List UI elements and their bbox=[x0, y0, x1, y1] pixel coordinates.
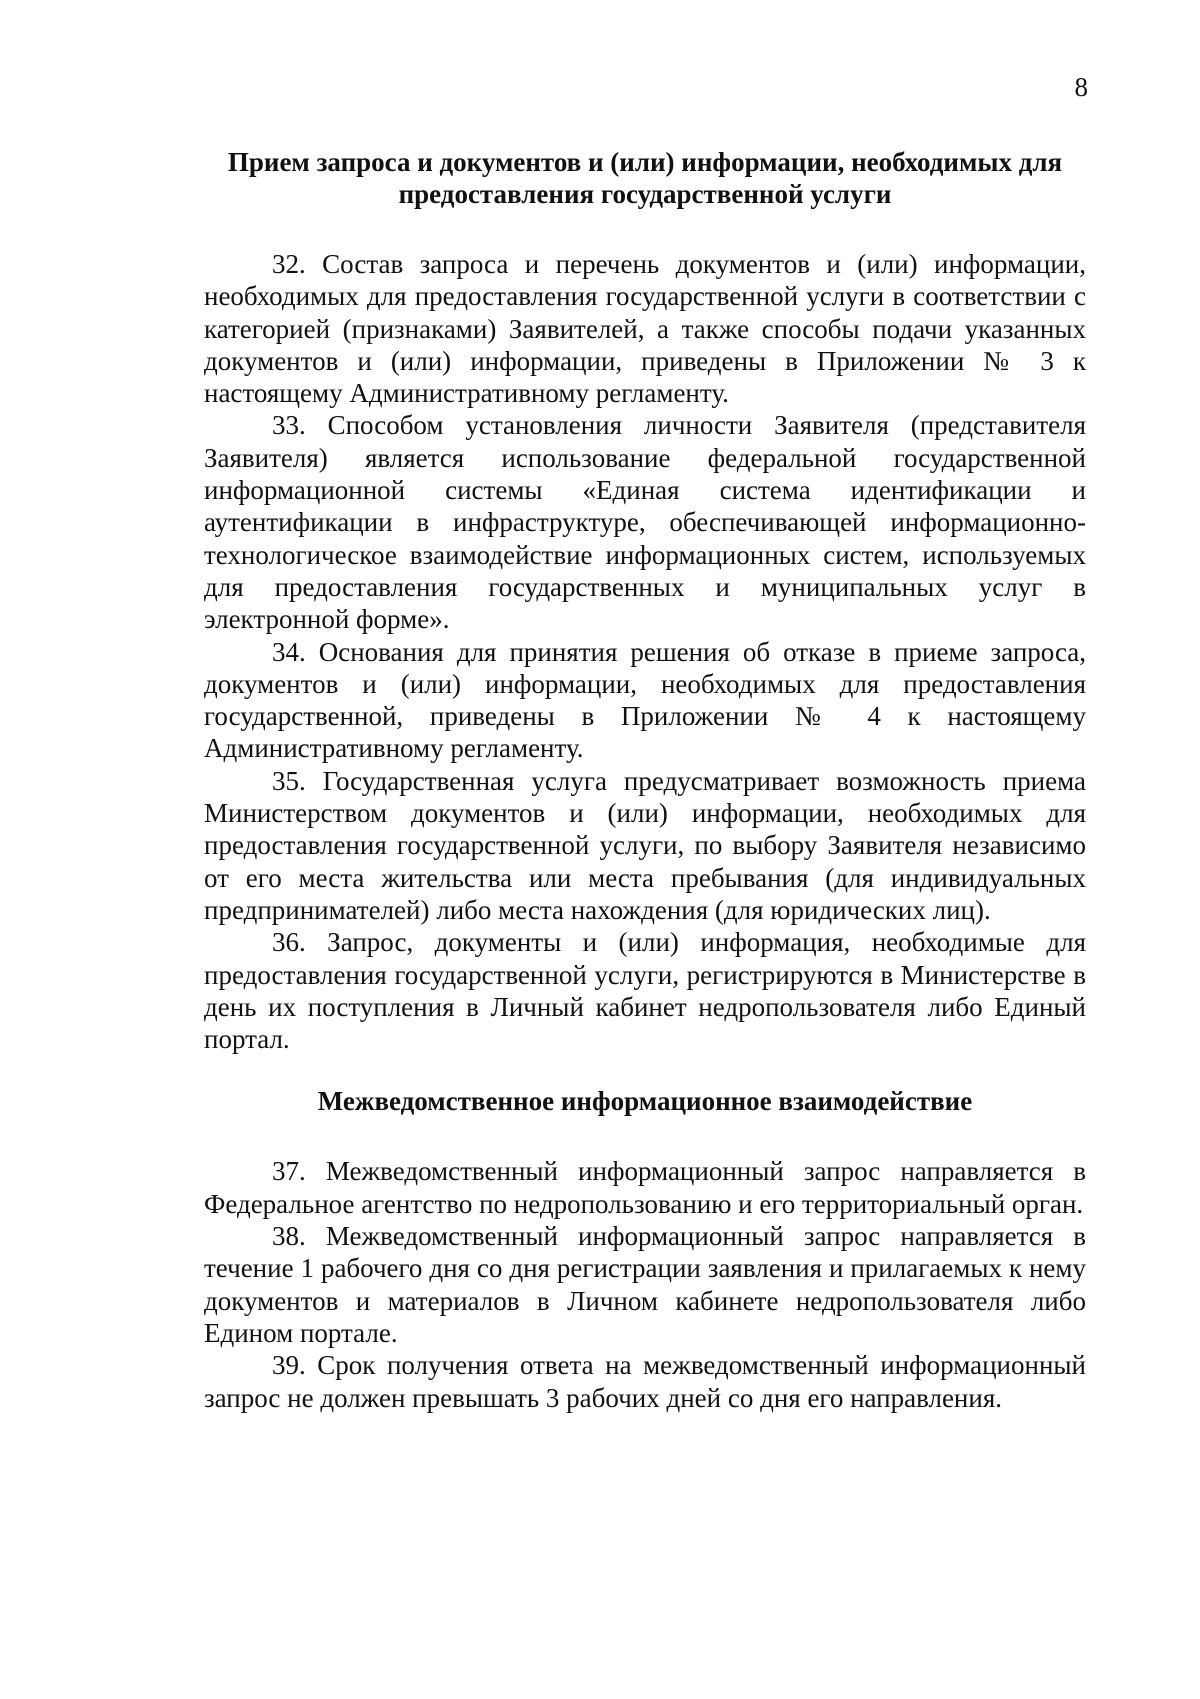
paragraph-33: 33. Способом установления личности Заявителя (представителя Заявителя) является использование федеральной государственной информационной системы «Единая система идентификации и аутентификации в инфраструктуре, обеспечивающей информационно-технологическое взаимодействие информационных систем, используемых для предоставления государственных и муниципальных услуг в электронной форме». bbox=[204, 410, 1086, 635]
paragraph-32: 32. Состав запроса и перечень документов и (или) информации, необходимых для предоставления государственной услуги в соответствии с категорией (признаками) Заявителей, а также способы подачи указанных документов и (или) информации, приведены в Приложении № 3 к настоящему Административному регламенту. bbox=[204, 249, 1086, 409]
section-heading-interagency: Межведомственное информационное взаимодействие bbox=[317, 1086, 973, 1117]
paragraph-36: 36. Запрос, документы и (или) информация, необходимые для предоставления государственной услуги, регистрируются в Министерстве в день их поступления в Личный кабинет недропользователя либо Единый портал. bbox=[204, 927, 1086, 1055]
paragraph-34: 34. Основания для принятия решения об отказе в приеме запроса, документов и (или) информации, необходимых для предоставления государственной, приведены в Приложении № 4 к настоящему Административному регламенту. bbox=[204, 636, 1086, 764]
paragraph-37: 37. Межведомственный информационный запрос направляется в Федеральное агентство по недропользованию и его территориальный орган. bbox=[204, 1156, 1086, 1219]
paragraph-38: 38. Межведомственный информационный запрос направляется в течение 1 рабочего дня со дня регистрации заявления и прилагаемых к нему документов и материалов в Личном кабинете недропользователя либо Едином портале. bbox=[204, 1221, 1086, 1348]
paragraph-39: 39. Срок получения ответа на межведомственный информационный запрос не должен превышать 3 рабочих дней со дня его направления. bbox=[204, 1350, 1086, 1413]
section-heading-document-intake: Прием запроса и документов и (или) информации, необходимых для предоставления государственной услуги bbox=[227, 147, 1063, 209]
document-body bbox=[204, 146, 1086, 1414]
paragraph-35: 35. Государственная услуга предусматривает возможность приема Министерством документов и (или) информации, необходимых для предоставления государственной услуги, по выбору Заявителя независимо от его места жительства или места пребывания (для индивидуальных предпринимателей) либо места нахождения (для юридических лиц). bbox=[204, 765, 1086, 925]
page-number: 8 bbox=[1074, 72, 1088, 102]
